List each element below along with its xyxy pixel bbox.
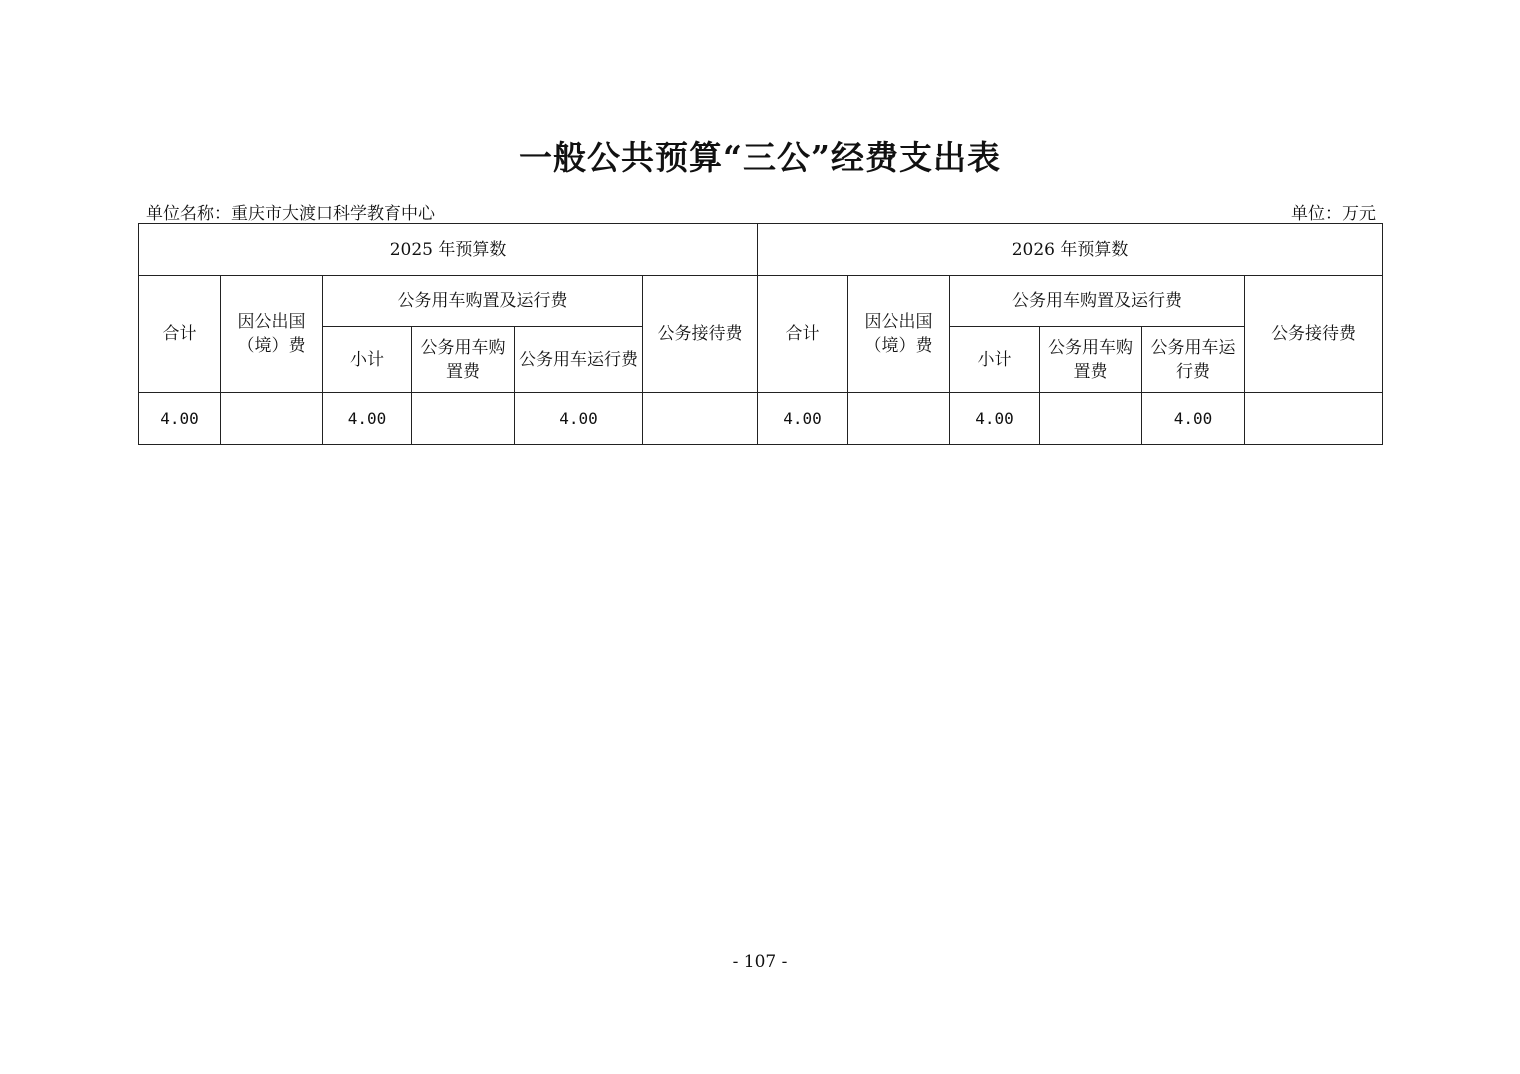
table-row bbox=[139, 393, 1383, 445]
header-subtotal-2025: 小计 bbox=[323, 327, 412, 393]
year-2026-header: 2026 年预算数 bbox=[758, 224, 1383, 276]
unit-label: 单位：万元 bbox=[1291, 204, 1376, 224]
cell-total-2025: 4.00 bbox=[139, 393, 221, 445]
header-vehicle-2025: 公务用车购置及运行费 bbox=[323, 276, 643, 327]
page-number: - 107 - bbox=[732, 952, 788, 972]
header-operation-2026: 公务用车运行费 bbox=[1142, 327, 1245, 393]
header-subtotal-2026: 小计 bbox=[950, 327, 1040, 393]
cell-subtotal-2026: 4.00 bbox=[950, 393, 1040, 445]
unit-name-label: 单位名称：重庆市大渡口科学教育中心 bbox=[146, 204, 435, 224]
cell-purchase-2025 bbox=[412, 393, 515, 445]
header-reception-2026: 公务接待费 bbox=[1245, 276, 1383, 393]
header-total-2026: 合计 bbox=[758, 276, 848, 393]
column-header-row bbox=[139, 276, 1383, 327]
cell-abroad-2025 bbox=[221, 393, 323, 445]
header-purchase-2026: 公务用车购置费 bbox=[1040, 327, 1142, 393]
header-reception-2025: 公务接待费 bbox=[643, 276, 758, 393]
cell-operation-2025: 4.00 bbox=[515, 393, 643, 445]
header-abroad-2025: 因公出国（境）费 bbox=[221, 276, 323, 393]
year-header-row bbox=[139, 224, 1383, 276]
cell-total-2026: 4.00 bbox=[758, 393, 848, 445]
year-2025-header: 2025 年预算数 bbox=[139, 224, 758, 276]
header-operation-2025: 公务用车运行费 bbox=[515, 327, 643, 393]
page-title: 一般公共预算“三公”经费支出表 bbox=[519, 138, 1001, 177]
cell-reception-2026 bbox=[1245, 393, 1383, 445]
cell-purchase-2026 bbox=[1040, 393, 1142, 445]
budget-table bbox=[138, 223, 1383, 445]
cell-abroad-2026 bbox=[848, 393, 950, 445]
header-total-2025: 合计 bbox=[139, 276, 221, 393]
header-purchase-2025: 公务用车购置费 bbox=[412, 327, 515, 393]
header-vehicle-2026: 公务用车购置及运行费 bbox=[950, 276, 1245, 327]
cell-subtotal-2025: 4.00 bbox=[323, 393, 412, 445]
header-abroad-2026: 因公出国（境）费 bbox=[848, 276, 950, 393]
cell-reception-2025 bbox=[643, 393, 758, 445]
cell-operation-2026: 4.00 bbox=[1142, 393, 1245, 445]
